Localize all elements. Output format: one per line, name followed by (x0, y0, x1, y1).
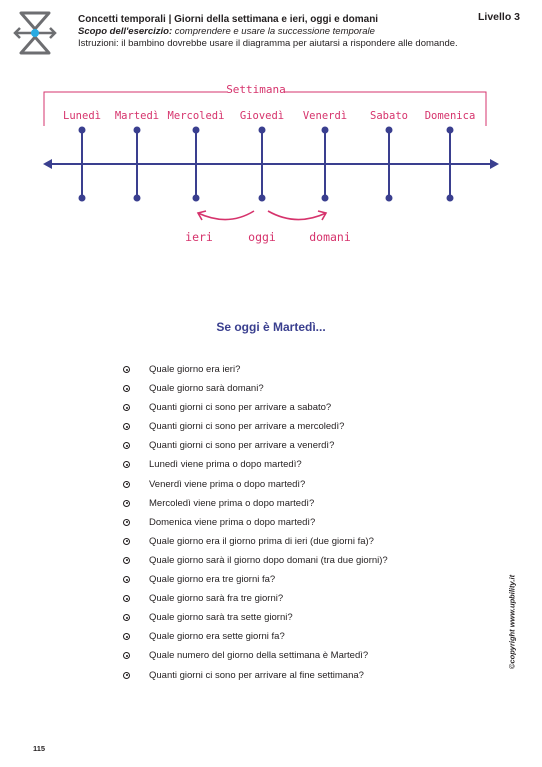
day-label: Giovedì (239, 110, 285, 122)
page-number: 115 (33, 744, 46, 753)
question-text: Quanti giorni ci sono per arrivare al fine settimana? (149, 669, 364, 681)
level-label: Livello 3 (477, 11, 520, 23)
scope-label: Scopo dell'esercizio: (78, 26, 173, 37)
question-text: Quale giorno sarà fra tre giorni? (149, 593, 284, 605)
logo-icon (12, 10, 58, 56)
day-label: Venerdì (302, 110, 348, 122)
page-title: Concetti temporali | Giorni della settimana e ieri, oggi e domani (78, 14, 379, 25)
question-item (122, 627, 388, 646)
bullet-icon (123, 538, 130, 545)
question-text: Quanti giorni ci sono per arrivare a venerdì? (149, 440, 335, 452)
bullet-icon (123, 614, 130, 621)
instructions: Istruzioni: il bambino dovrebbe usare il diagramma per aiutarsi a rispondere alle domande. (78, 38, 458, 49)
question-item (122, 608, 388, 627)
header (78, 14, 458, 50)
domani-label: domani (309, 230, 351, 244)
exercise-scope (78, 26, 458, 38)
question-text: Quanti giorni ci sono per arrivare a sabato? (149, 402, 332, 414)
bullet-icon (123, 519, 130, 526)
question-text: Quale giorno era il giorno prima di ieri (due giorni fa)? (149, 535, 374, 547)
copyright-notice: ©copyright www.upbility.it (507, 574, 517, 670)
week-diagram (0, 78, 542, 253)
question-text: Quanti giorni ci sono per arrivare a mercoledì? (149, 421, 345, 433)
question-item (122, 398, 388, 417)
bullet-icon (123, 652, 130, 659)
question-item (122, 513, 388, 532)
bullet-icon (123, 672, 130, 679)
bullet-icon (123, 366, 130, 373)
day-label: Martedì (114, 110, 160, 122)
bullet-icon (123, 404, 130, 411)
question-item (122, 494, 388, 513)
arrow-to-domani (268, 211, 326, 220)
question-text: Quale numero del giorno della settimana è Martedì? (149, 650, 369, 662)
timeline-arrow-left (43, 159, 52, 169)
question-text: Quale giorno sarà il giorno dopo domani (tra due giorni)? (149, 554, 388, 566)
question-item (122, 360, 388, 379)
timeline-arrow-right (490, 159, 499, 169)
bullet-icon (123, 461, 130, 468)
question-item (122, 589, 388, 608)
arrow-to-ieri (198, 211, 254, 220)
bullet-icon (123, 500, 130, 507)
scope-text: comprendere e usare la successione temporale (174, 26, 375, 37)
bullet-icon (123, 442, 130, 449)
question-text: Lunedì viene prima o dopo martedì? (149, 459, 302, 471)
question-item (122, 570, 388, 589)
bullet-icon (123, 423, 130, 430)
bullet-icon (123, 576, 130, 583)
bullet-icon (123, 385, 130, 392)
bullet-icon (123, 595, 130, 602)
question-text: Mercoledì viene prima o dopo martedì? (149, 497, 315, 509)
week-label: Settimana (226, 83, 286, 96)
question-text: Quale giorno era ieri? (149, 364, 241, 375)
question-item (122, 379, 388, 398)
ieri-label: ieri (185, 230, 213, 244)
day-label: Sabato (370, 110, 408, 122)
question-item (122, 417, 388, 436)
oggi-label: oggi (248, 230, 276, 244)
question-item (122, 666, 388, 685)
question-item (122, 455, 388, 474)
question-text: Quale giorno era tre giorni fa? (149, 574, 276, 586)
question-item (122, 551, 388, 570)
question-item (122, 475, 388, 494)
section-subtitle: Se oggi è Martedì... (216, 320, 326, 334)
day-label: Domenica (424, 110, 476, 122)
bullet-icon (123, 557, 130, 564)
question-text: Domenica viene prima o dopo martedì? (149, 516, 316, 528)
question-item (122, 436, 388, 455)
question-text: Venerdì viene prima o dopo martedì? (149, 478, 306, 490)
bullet-icon (123, 633, 130, 640)
question-text: Quale giorno sarà domani? (149, 383, 264, 395)
question-list (122, 360, 388, 685)
day-labels (63, 110, 475, 122)
question-text: Quale giorno sarà tra sette giorni? (149, 612, 293, 624)
bullet-icon (123, 481, 130, 488)
day-label: Mercoledì (167, 110, 225, 122)
day-label: Lunedì (63, 110, 101, 122)
question-item (122, 532, 388, 551)
question-item (122, 646, 388, 665)
question-text: Quale giorno era sette giorni fa? (149, 631, 285, 643)
